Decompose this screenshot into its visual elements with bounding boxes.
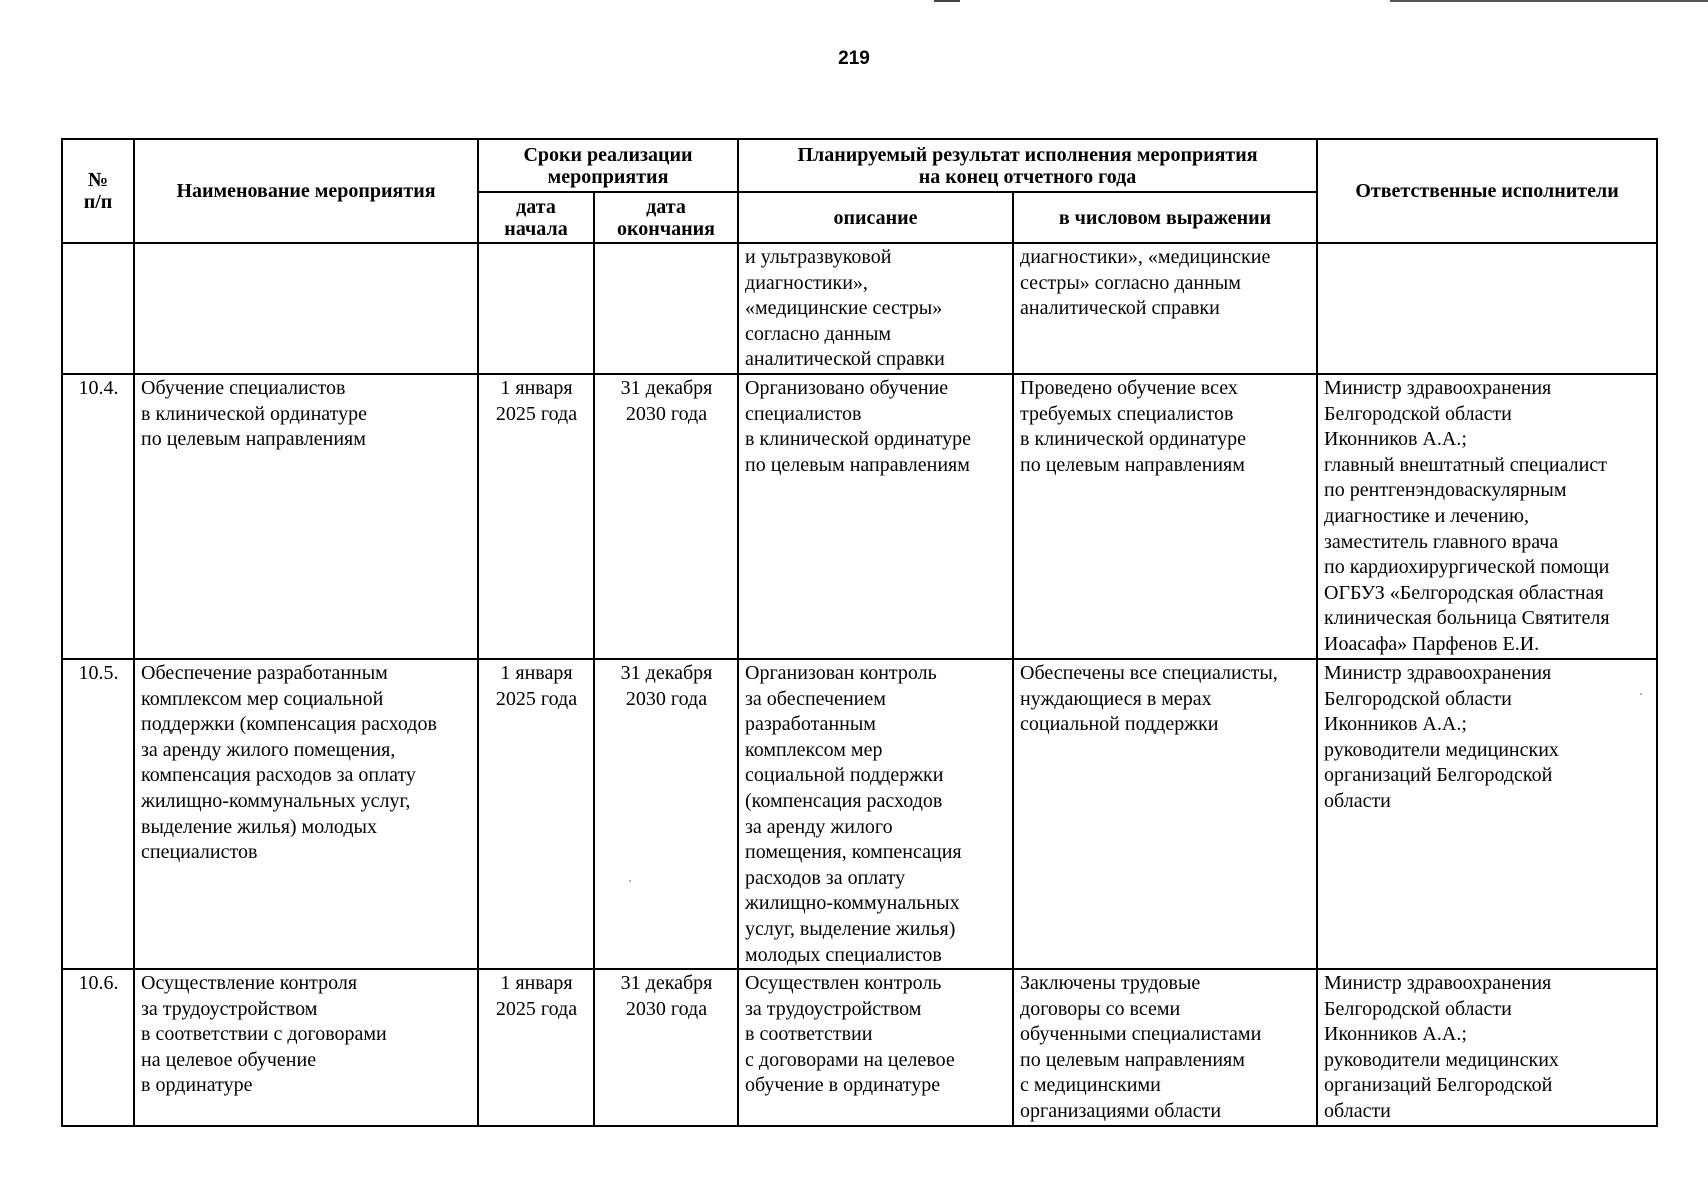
page-number: 219 <box>838 48 870 69</box>
row-description: и ультразвуковой диагностики», «медицинские сестры» согласно данным аналитической справки <box>738 243 1013 374</box>
table-row <box>62 243 1657 374</box>
row-numeric: Проведено обучение всех требуемых специалистов в клинической ординатуре по целевым направлениям <box>1013 374 1317 659</box>
header-end-date: дата окончания <box>594 192 738 243</box>
row-responsible <box>1317 243 1657 374</box>
row-end-date: 31 декабря 2030 года <box>594 659 738 969</box>
row-numeric: Обеспечены все специалисты, нуждающиеся в мерах социальной поддержки <box>1013 659 1317 969</box>
table-row <box>62 659 1657 969</box>
row-end-date: 31 декабря 2030 года <box>594 374 738 659</box>
row-name <box>134 243 478 374</box>
top-edge-rule <box>934 0 960 2</box>
row-end-date <box>594 243 738 374</box>
row-num <box>62 243 134 374</box>
row-end-date: 31 декабря 2030 года <box>594 969 738 1126</box>
row-start-date <box>478 243 594 374</box>
header-description: описание <box>738 192 1013 243</box>
row-numeric: диагностики», «медицинские сестры» согласно данным аналитической справки <box>1013 243 1317 374</box>
scan-speck <box>629 880 631 882</box>
row-description: Организован контроль за обеспечением разработанным комплексом мер социальной поддержки (компенсация расходов за аренду жилого помещения, компенсация расходов за оплату жилищно-коммунальных услуг, выделение жилья) молодых специалистов <box>738 659 1013 969</box>
header-terms-group: Сроки реализации мероприятия <box>478 139 738 192</box>
row-responsible: Министр здравоохранения Белгородской области Иконников А.А.; руководители медицинских организаций Белгородской области <box>1317 969 1657 1126</box>
header-result-group: Планируемый результат исполнения мероприятия на конец отчетного года <box>738 139 1317 192</box>
row-name: Обучение специалистов в клинической ординатуре по целевым направлениям <box>134 374 478 659</box>
header-responsible: Ответственные исполнители <box>1317 139 1657 243</box>
row-num: 10.6. <box>62 969 134 1126</box>
header-num: № п/п <box>62 139 134 243</box>
top-edge-rule <box>1390 0 1708 2</box>
table-row <box>62 374 1657 659</box>
row-description: Организовано обучение специалистов в клинической ординатуре по целевым направлениям <box>738 374 1013 659</box>
header-start-date: дата начала <box>478 192 594 243</box>
row-name: Осуществление контроля за трудоустройством в соответствии с договорами на целевое обучение в ординатуре <box>134 969 478 1126</box>
header-name: Наименование мероприятия <box>134 139 478 243</box>
row-name: Обеспечение разработанным комплексом мер социальной поддержки (компенсация расходов за аренду жилого помещения, компенсация расходов за оплату жилищно-коммунальных услуг, выделение жилья) молодых специалистов <box>134 659 478 969</box>
row-description: Осуществлен контроль за трудоустройством в соответствии с договорами на целевое обучение в ординатуре <box>738 969 1013 1126</box>
row-start-date: 1 января 2025 года <box>478 969 594 1126</box>
header-row-top <box>62 139 1657 192</box>
scan-speck <box>1640 693 1642 695</box>
row-num: 10.5. <box>62 659 134 969</box>
row-num: 10.4. <box>62 374 134 659</box>
row-responsible: Министр здравоохранения Белгородской области Иконников А.А.; главный внештатный специалист по рентгенэндоваскулярным диагностике и лечению, заместитель главного врача по кардиохирургической помощи ОГБУЗ «Белгородская областная клиническая больница Святителя Иоасафа» Парфенов Е.И. <box>1317 374 1657 659</box>
row-responsible: Министр здравоохранения Белгородской области Иконников А.А.; руководители медицинских организаций Белгородской области <box>1317 659 1657 969</box>
row-numeric: Заключены трудовые договоры со всеми обученными специалистами по целевым направлениям с медицинскими организациями области <box>1013 969 1317 1126</box>
table-row <box>62 969 1657 1126</box>
header-numeric: в числовом выражении <box>1013 192 1317 243</box>
row-start-date: 1 января 2025 года <box>478 374 594 659</box>
activities-table <box>61 138 1658 1127</box>
row-start-date: 1 января 2025 года <box>478 659 594 969</box>
